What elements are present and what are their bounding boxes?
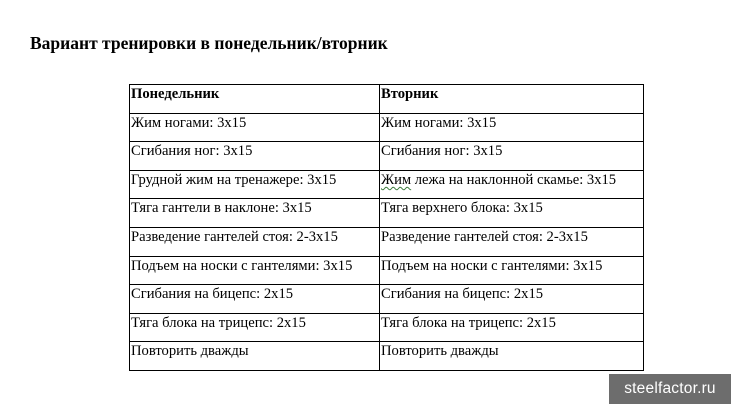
table-row: [130, 227, 644, 256]
table-row: [130, 142, 644, 171]
spellcheck-word: Жим: [381, 171, 412, 188]
monday-cell: Подъем на носки с гантелями: 3х15: [130, 256, 380, 285]
tuesday-cell: Жим ногами: 3х15: [380, 113, 644, 142]
table-row: [130, 113, 644, 142]
monday-cell: Сгибания на бицепс: 2х15: [130, 285, 380, 314]
table-row: [130, 170, 644, 199]
table-header-row: [130, 85, 644, 114]
workout-table: [129, 84, 644, 371]
watermark: steelfactor.ru: [609, 374, 731, 404]
page-title: Вариант тренировки в понедельник/вторник: [30, 33, 388, 53]
tuesday-cell: Сгибания на бицепс: 2х15: [380, 285, 644, 314]
tuesday-cell: Разведение гантелей стоя: 2-3х15: [380, 227, 644, 256]
monday-cell: Жим ногами: 3х15: [130, 113, 380, 142]
monday-cell: Сгибания ног: 3х15: [130, 142, 380, 171]
table-row: [130, 285, 644, 314]
tuesday-cell: Тяга верхнего блока: 3х15: [380, 199, 644, 228]
tuesday-cell: Подъем на носки с гантелями: 3х15: [380, 256, 644, 285]
monday-cell: Повторить дважды: [130, 342, 380, 371]
header-tuesday: Вторник: [380, 85, 644, 114]
table-row: [130, 256, 644, 285]
tuesday-cell: [380, 170, 644, 199]
tuesday-cell-rest: лежа на наклонной скамье: 3х15: [411, 171, 617, 188]
monday-cell: Разведение гантелей стоя: 2-3х15: [130, 227, 380, 256]
table-row: [130, 313, 644, 342]
monday-cell: Тяга гантели в наклоне: 3х15: [130, 199, 380, 228]
table-row: [130, 342, 644, 371]
tuesday-cell: Сгибания ног: 3х15: [380, 142, 644, 171]
table-row: [130, 199, 644, 228]
tuesday-cell: Повторить дважды: [380, 342, 644, 371]
monday-cell: Грудной жим на тренажере: 3х15: [130, 170, 380, 199]
monday-cell: Тяга блока на трицепс: 2х15: [130, 313, 380, 342]
tuesday-cell: Тяга блока на трицепс: 2х15: [380, 313, 644, 342]
header-monday: Понедельник: [130, 85, 380, 114]
